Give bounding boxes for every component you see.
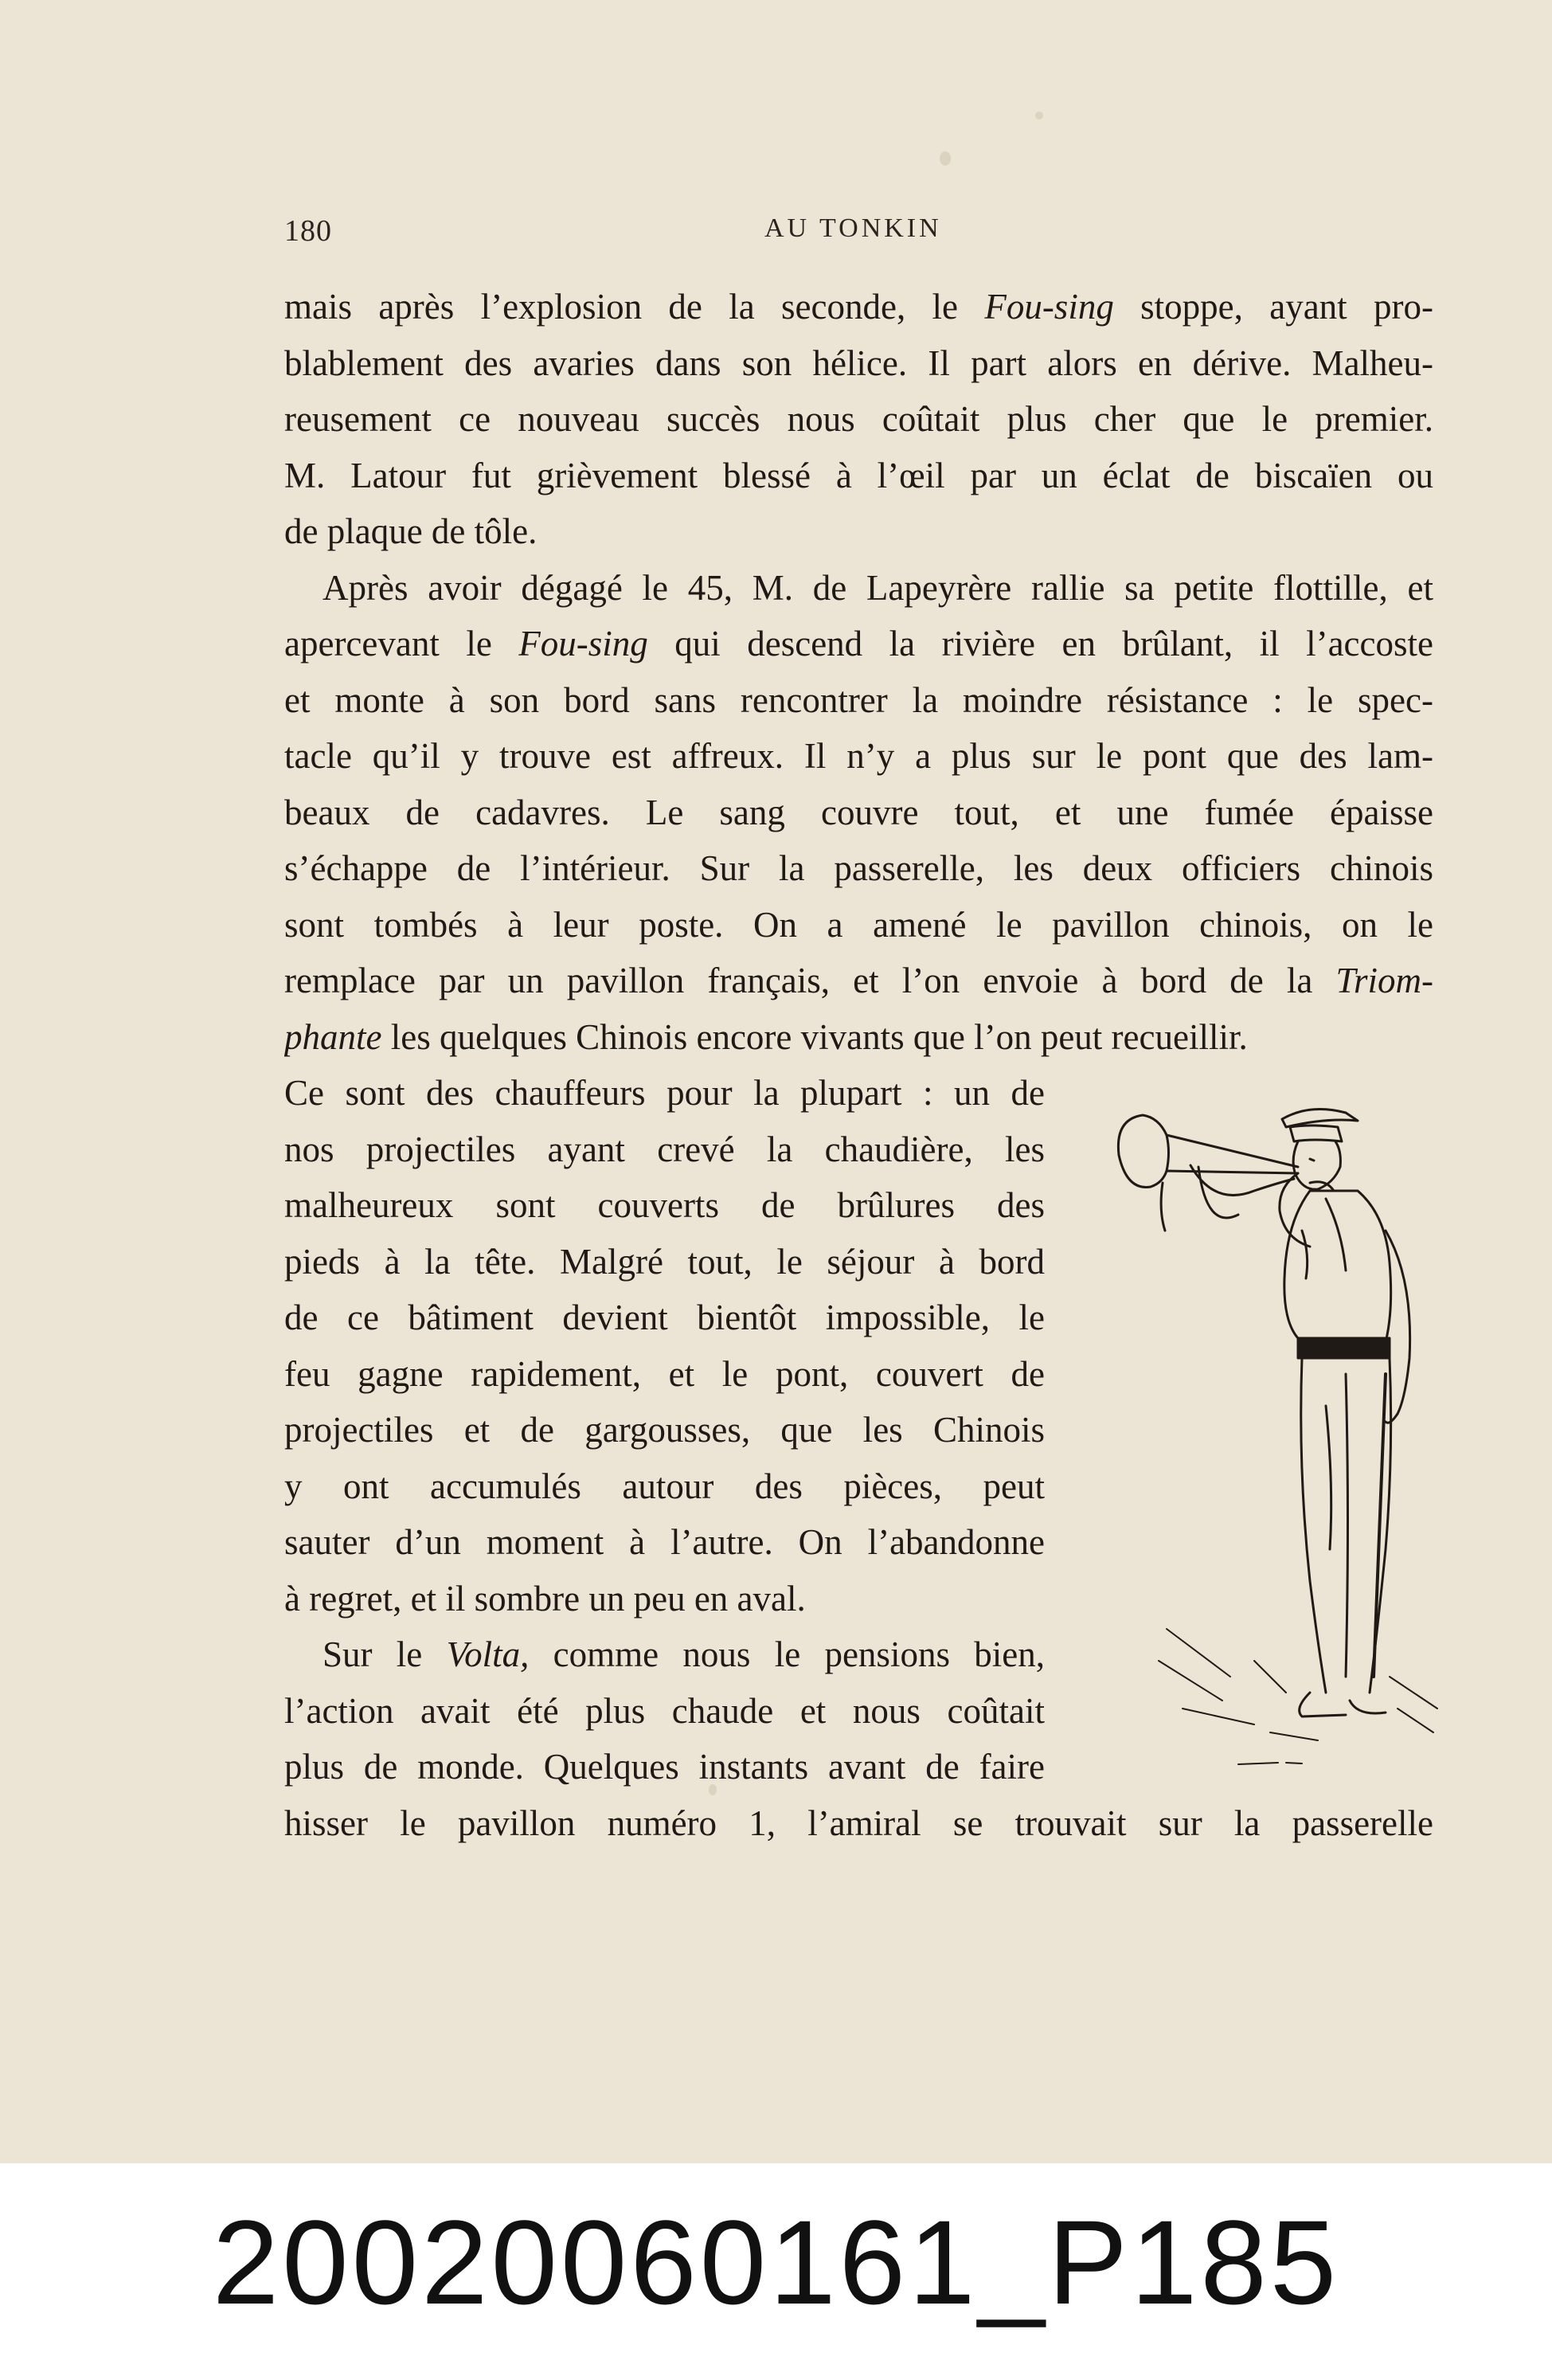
text-segment: stoppe, ayant pro- — [1113, 287, 1433, 327]
text-line — [284, 672, 1433, 728]
text-segment: mais après l’explosion de la seconde, le — [284, 287, 985, 327]
text-segment: sont tombés à leur poste. On a amené le pavillon chinois, on le — [284, 904, 1433, 945]
text-line — [284, 1290, 1045, 1345]
text-segment: pieds à la tête. Malgré tout, le séjour à bord — [284, 1241, 1045, 1282]
text-segment: feu gagne rapidement, et le pont, couvert de — [284, 1353, 1045, 1394]
text-line — [284, 1121, 1045, 1177]
text-segment: hisser le pavillon numéro 1, l’amiral se trouvait sur la passerelle — [284, 1803, 1433, 1843]
text-segment: M. Latour fut grièvement blessé à l’œil par un éclat de biscaïen ou — [284, 455, 1433, 495]
text-segment: comme nous le pensions bien, — [529, 1634, 1045, 1674]
text-line — [284, 279, 1433, 335]
text-line — [284, 897, 1433, 953]
text-line — [284, 560, 1433, 616]
text-line — [284, 1402, 1045, 1458]
text-line — [284, 1514, 1045, 1570]
bugler-illustration — [1071, 1071, 1445, 1772]
text-line — [284, 840, 1433, 896]
text-segment: projectiles et de gargousses, que les Chinois — [284, 1410, 1045, 1450]
text-line — [284, 1683, 1045, 1739]
text-segment: y ont accumulés autour des pièces, peut — [284, 1466, 1045, 1506]
text-segment: nos projectiles ayant crevé la chaudière, les — [284, 1129, 1045, 1169]
text-segment: les quelques Chinois encore vivants que l’on peut recueillir. — [381, 1016, 1248, 1057]
text-segment: plus de monde. Quelques instants avant de faire — [284, 1747, 1045, 1787]
running-title: AU TONKIN — [764, 213, 942, 243]
text-line — [284, 1795, 1433, 1851]
text-segment: Sur le — [323, 1634, 447, 1674]
text-line — [284, 1009, 1433, 1065]
text-line — [284, 1626, 1045, 1682]
text-line — [284, 728, 1433, 784]
text-line — [284, 1065, 1045, 1121]
text-segment: Ce sont des chauffeurs pour la plupart : un de — [284, 1073, 1045, 1113]
italic-ship-name: Fou-sing — [518, 624, 648, 664]
text-line — [284, 616, 1433, 671]
text-line — [284, 953, 1433, 1008]
paper-stain — [940, 151, 951, 166]
text-line — [284, 335, 1433, 391]
text-line — [284, 1739, 1045, 1795]
text-line — [284, 1346, 1045, 1402]
text-line — [284, 1571, 1045, 1626]
text-line — [284, 1458, 1045, 1514]
text-segment: l’action avait été plus chaude et nous coûtait — [284, 1690, 1045, 1731]
text-segment: reusement ce nouveau succès nous coûtait plus cher que le premier. — [284, 399, 1433, 439]
text-segment: blablement des avaries dans son hélice. Il part alors en dérive. Malheu- — [284, 343, 1433, 383]
text-segment: à regret, et il sombre un peu en aval. — [284, 1578, 806, 1619]
accession-number: 20020060161_P185 — [212, 2195, 1340, 2329]
italic-ship-name: Volta, — [446, 1634, 530, 1674]
text-line — [284, 785, 1433, 840]
text-segment: s’échappe de l’intérieur. Sur la passerelle, les deux officiers chinois — [284, 848, 1433, 888]
text-line — [284, 448, 1433, 503]
text-segment: malheureux sont couverts de brûlures des — [284, 1185, 1045, 1225]
text-segment: de plaque de tôle. — [284, 511, 538, 551]
text-segment: Après avoir dégagé le 45, M. de Lapeyrère rallie sa petite flottille, et — [323, 567, 1433, 608]
italic-ship-name: Fou-sing — [984, 287, 1114, 327]
page-number: 180 — [284, 214, 332, 248]
text-segment: tacle qu’il y trouve est affreux. Il n’y a plus sur le pont que des lam- — [284, 736, 1433, 776]
text-segment: de ce bâtiment devient bientôt impossible, le — [284, 1298, 1045, 1337]
text-line — [284, 503, 1433, 559]
paper-stain — [1035, 112, 1043, 119]
text-segment: apercevant le — [284, 624, 519, 664]
text-segment: remplace par un pavillon français, et l’on envoie à bord de la — [284, 961, 1336, 1000]
italic-ship-name: phante — [284, 1016, 382, 1057]
text-segment: sauter d’un moment à l’autre. On l’abandonne — [284, 1522, 1045, 1562]
text-segment: qui descend la rivière en brûlant, il l’accoste — [647, 624, 1433, 664]
italic-ship-name: Triom- — [1335, 961, 1433, 1000]
text-segment: et monte à son bord sans rencontrer la moindre résistance : le spec- — [284, 679, 1433, 720]
text-line — [284, 391, 1433, 447]
text-line — [284, 1234, 1045, 1290]
text-segment: beaux de cadavres. Le sang couvre tout, et une fumée épaisse — [284, 792, 1433, 832]
text-line — [284, 1177, 1045, 1233]
